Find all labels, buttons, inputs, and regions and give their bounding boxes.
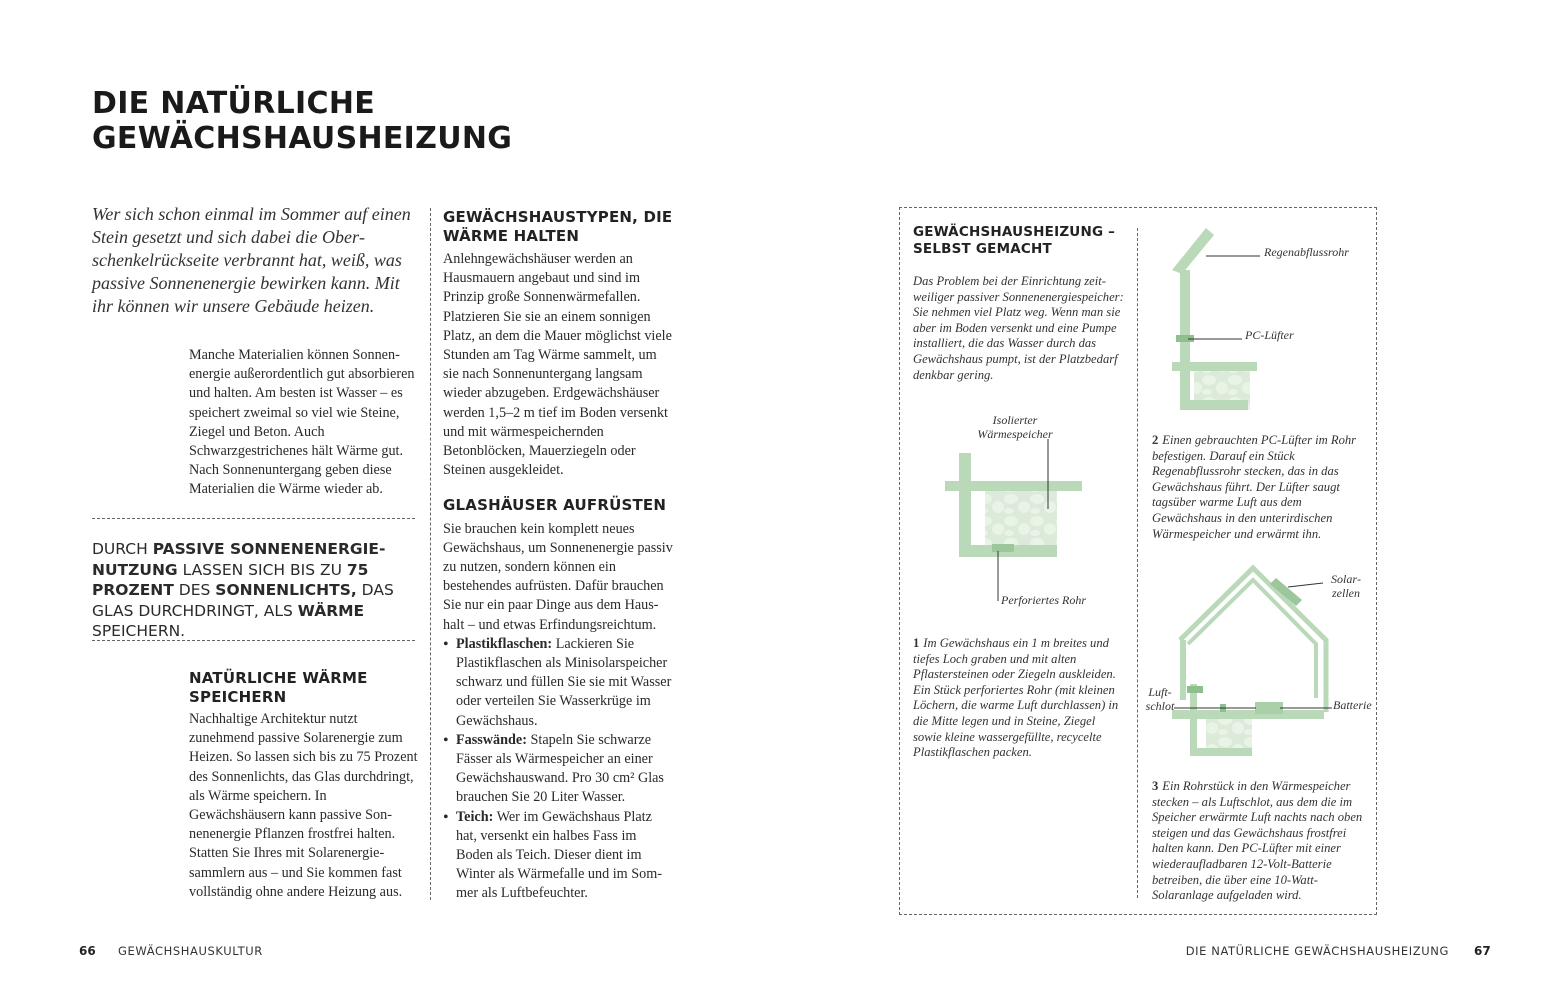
- quote-part: LASSEN SICH BIS ZU: [177, 560, 347, 579]
- leader-line: [1288, 583, 1323, 587]
- figure-3-caption: [1152, 779, 1370, 904]
- quote-part: DES: [173, 581, 216, 599]
- list-item: [443, 808, 675, 904]
- divider-top: [92, 518, 415, 519]
- bullet-term: Fasswände:: [456, 731, 527, 748]
- bullet-term: Plastikflaschen:: [456, 635, 553, 652]
- bottom-wall: [1180, 400, 1248, 410]
- label-solarzellen: Solarzellen: [1330, 572, 1361, 600]
- pipe-marker: [992, 544, 1014, 552]
- title-line-1: DIE NATÜRLICHE: [92, 86, 376, 121]
- bullet-term: Teich:: [456, 808, 494, 825]
- label-pc-luefter: PC-Lüfter: [1245, 328, 1294, 342]
- bullet-text: Wer im Gewächshaus Platz hat, versenkt ein halbes Fass im Boden als Teich. Dieser dient im Winter als Wärmefalle und im Sommer als Luftbefeuchter.: [456, 808, 663, 902]
- box-intro: Das Problem bei der Einrichtung zeitweiliger passiver Sonnenenergiespeicher: Sie nehmen viel Platz weg. Wenn man sie aber im Boden versenkt und eine Pumpe installiert, die das Wasser durch das Gewächshaus pumpt, ist der Platzbedarf denkbar gering.: [913, 274, 1124, 382]
- page-number-right: 67: [1474, 944, 1491, 958]
- ground-bar: [1172, 710, 1324, 719]
- section-heading: GEWÄCHSHAUSTYPEN, DIE WÄRME HALTEN: [443, 208, 673, 245]
- vent-marker: [1187, 686, 1203, 693]
- list-item: [443, 635, 675, 731]
- battery: [1255, 702, 1283, 714]
- section-text: Sie brauchen kein komplett neues Gewächshaus, um Sonnenenergie passiv zu nutzen, sondern können ein bestehendes aufrüsten. Dafür brauchen Sie nur ein paar Dinge aus dem Haushalt – und etwas Erfindungsreichtum.: [443, 520, 673, 633]
- ground-bar: [1172, 362, 1257, 371]
- section-heading: NATÜRLICHE WÄRME SPEICHERN: [189, 669, 368, 706]
- section-text: Anlehngewächshäuser werden an Hausmauern angebaut und sind im Prinzip große Sonnenwärmefallen. Platzieren Sie sie an einem sonnigen Platz, an dem die Mauer möglichst viele Stunden am Tag Wärme sammelt, um sie nach Sonnenuntergang langsam wieder abzugeben. Erdgewächshäuser werden 1,5–2 m tief im Boden versenkt und mit wärmespeichernden Betonblöcken, Mauerziegeln oder Steinen ausgekleidet.: [443, 251, 672, 479]
- label-perforiertes-rohr: Perforiertes Rohr: [1001, 593, 1086, 607]
- section-glas: [443, 496, 675, 904]
- title-line-2: GEWÄCHSHAUSHEIZUNG: [92, 121, 513, 156]
- label-isolierter-waermespeicher: Isolierter Wärmespeicher: [977, 413, 1053, 441]
- page-number-left: 66: [79, 944, 96, 958]
- quote-part: SPEICHERN.: [92, 622, 186, 640]
- bullet-text: Stapeln Sie schwarze Fässer als Wärmespeicher an einer Gewächshauswand. Pro 30 cm² Glas brauchen Sie 20 Liter Wasser.: [456, 731, 664, 806]
- quote-part: DAS GLAS DURCHDRINGT, ALS: [92, 581, 394, 620]
- page-title: [92, 86, 612, 156]
- materials-paragraph: Manche Materialien können Sonnenenergie außerordentlich gut absorbieren und halten. Am besten ist Wasser – es speichert zweimal so viel wie Steine, Ziegel und Beton. Auch Schwarzgestrichenes hält Wärme gut. Nach Sonnenuntergang geben diese Materialien die Wärme wieder ab.: [189, 347, 415, 498]
- quote-highlight: SONNENLICHTS,: [215, 581, 357, 599]
- pull-quote: [92, 539, 417, 642]
- label-luftschlot: Luftschlot: [1145, 685, 1175, 713]
- intro-paragraph: Wer sich schon einmal im Sommer auf einen Stein gesetzt und sich dabei die Oberschenkelrückseite verbrannt hat, weiß, was passive Sonnenenergie bewirken kann. Mit ihr können wir unsere Gebäude heizen.: [92, 204, 411, 316]
- section-typen: [443, 208, 673, 480]
- label-batterie: Batterie: [1333, 698, 1372, 712]
- box-heading: GEWÄCHSHAUSHEIZUNG – SELBST GEMACHT: [913, 224, 1116, 257]
- label-regenabflussrohr: Regenabflussrohr: [1264, 245, 1349, 259]
- quote-highlight: WÄRME: [297, 601, 365, 620]
- caption-text: Ein Rohrstück in den Wärmespeicher stecken – als Luftschlot, aus dem die im Speicher erwärmte Luft nachts nach oben steigen und das Gewächshaus frostfrei halten kann. Den PC-Lüfter mit einer wiederaufladbaren 12-Volt-Batterie betreiben, die über eine 10-Watt-Solaranlage aufgeladen wird.: [1152, 779, 1363, 903]
- figure-2-caption: [1152, 433, 1370, 542]
- quote-highlight: PASSIVE SONNENENERGIENUTZUNG: [92, 540, 386, 579]
- caption-text: Im Gewächshaus ein 1 m breites und tiefes Loch graben und mit alten Pflastersteinen oder Ziegeln auskleiden. Ein Stück perforiertes Rohr (mit kleinen Löchern, die warme Luft durchlassen) in die Mitte legen und in Steine, Ziegel sowie kleine wassergefüllte, recycelte Plastikflaschen packen.: [913, 636, 1119, 760]
- divider-bottom: [92, 640, 415, 641]
- caption-number: 3: [1152, 779, 1159, 793]
- box-column-divider: [1137, 228, 1138, 898]
- vent-pipe: [1190, 684, 1197, 756]
- section-heading: GLASHÄUSER AUFRÜSTEN: [443, 496, 667, 514]
- caption-number: 2: [1152, 433, 1159, 447]
- section-waerme: [189, 669, 419, 902]
- caption-text: Einen gebrauchten PC-Lüfter im Rohr befestigen. Darauf ein Stück Regenabflussrohr stecken, das in das Gewächshaus führt. Der Lüfter saugt tagsüber warme Luft aus dem Gewächshaus in den unterirdischen Wärmespeicher und erwärmt ihn.: [1152, 433, 1357, 541]
- running-head-left: GEWÄCHSHAUSKULTUR: [118, 944, 263, 958]
- list-item: [443, 731, 675, 808]
- left-wall: [959, 453, 971, 557]
- bullet-text: Lackieren Sie Plastikflaschen als Minisolarspeicher schwarz und füllen Sie sie mit Wasser oder verteilen Sie Wasserkrüge im Gewächshaus.: [456, 635, 672, 729]
- figure-1-caption: [913, 636, 1125, 761]
- caption-number: 1: [913, 636, 920, 650]
- running-head-right: DIE NATÜRLICHE GEWÄCHSHAUSHEIZUNG: [1185, 944, 1449, 958]
- bottom-wall: [1190, 748, 1252, 756]
- gutter-pipe: [1172, 228, 1214, 274]
- bullet-list: [443, 635, 675, 904]
- quote-highlight: 75 PROZENT: [92, 560, 369, 599]
- section-text: Nachhaltige Architektur nutzt zunehmend passive Solarenergie zum Heizen. So lassen sich bis zu 75 Prozent des Sonnenlichts, das Glas durchdringt, als Wärme speichern. In Gewächshäusern kann passive Sonnenenergie Pflanzen frostfrei halten. Statten Sie Ihres mit Solarenergiesammlern aus – und Sie kommen fast vollständig ohne andere Heizung aus.: [189, 711, 418, 900]
- quote-part: DURCH: [92, 540, 153, 558]
- column-divider: [430, 208, 431, 900]
- left-wall: [1180, 640, 1186, 700]
